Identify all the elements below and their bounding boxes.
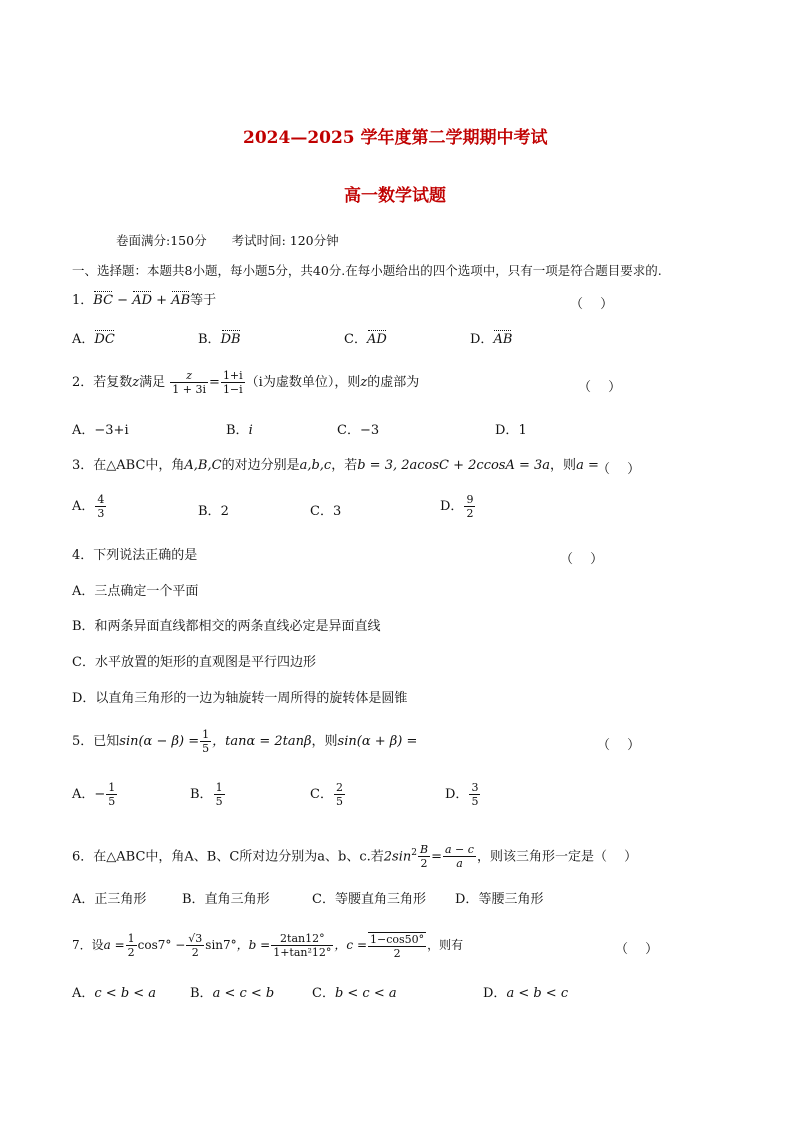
q4-option-b: B．和两条异面直线都相交的两条直线必定是异面直线: [72, 619, 381, 634]
q1-prefix: 1．: [72, 293, 94, 308]
q5-answer-blank: （ ）: [597, 738, 641, 753]
q7-answer-blank: （ ）: [615, 942, 659, 957]
vector-bc: BC: [93, 293, 114, 308]
q2-fraction-1: $\frac{z}{1 + 3i}$: [172, 369, 207, 396]
q6-option-b: B．直角三角形: [182, 892, 270, 907]
q6-option-c: C．等腰直角三角形: [312, 892, 426, 907]
q7-option-d: D．a < b < c: [483, 986, 569, 1001]
q7-option-b: B．a < c < b: [190, 986, 275, 1001]
q3-option-a: A． $\frac{4}{3}$: [72, 493, 105, 520]
q2-fraction-2: $\frac{1+i}{1-i}$: [222, 369, 243, 396]
vector-ad: AD: [132, 293, 153, 308]
exam-subtitle: 高一数学试题: [344, 186, 446, 206]
q5-option-d: D． $\frac{3}{5}$: [445, 781, 479, 808]
q4-answer-blank: （ ）: [560, 552, 604, 567]
q1-option-b: B．DB: [198, 332, 241, 347]
exam-info: 卷面满分:150分 考试时间: 120分钟: [116, 233, 339, 248]
q2-suffix: 的虚部为: [367, 375, 420, 390]
q2-prefix: 2．若复数: [72, 375, 133, 390]
q5-option-c: C． $\frac{2}{5}$: [310, 781, 343, 808]
question-6: 6．在△ABC中，角A、B、C所对边分别为a、b、c.若$2\sin^2$ $\frac{B}{2}$ = $\frac{a - c}{a}$ ，则该三角形一定是（ ）: [72, 843, 638, 871]
q1-option-b-value: DB: [220, 332, 241, 347]
q2-z-2: z: [360, 375, 368, 390]
q2-option-a: A．−3+i: [72, 423, 129, 438]
q4-option-c: C．水平放置的矩形的直观图是平行四边形: [72, 655, 316, 670]
q1-answer-blank: （ ）: [570, 297, 614, 312]
q1-suffix: 等于: [190, 293, 217, 308]
question-4: 4．下列说法正确的是: [72, 548, 198, 563]
question-3: 3．在△ABC中，角A,B,C的对边分别是a,b,c，若b = 3, 2acosC + 2ccosA = 3a，则a =: [72, 458, 599, 473]
q2-answer-blank: （ ）: [578, 380, 622, 395]
question-5: 5．已知sin(α − β) = $\frac{1}{5}$ ，tanα = 2tanβ，则sin(α + β) =: [72, 728, 418, 755]
q4-option-a: A．三点确定一个平面: [72, 584, 199, 599]
q7-option-a: A．c < b < a: [72, 986, 157, 1001]
question-1: 1．BC − AD + AB等于: [72, 293, 217, 308]
q3-option-b: B．2: [198, 504, 229, 519]
q3-option-c: C．3: [310, 504, 342, 519]
q2-option-d: D．1: [495, 423, 527, 438]
q6-option-d: D．等腰三角形: [455, 892, 544, 907]
question-2: 2．若复数z满足 $\frac{z}{1 + 3i}$ = $\frac{1+i}{1-i}$ （i为虚数单位），则z的虚部为: [72, 369, 420, 396]
q5-option-b: B． $\frac{1}{5}$: [190, 781, 223, 808]
vector-ab: AB: [171, 293, 191, 308]
question-7: 7．设a = $\frac{1}{2}$ cos7° − $\frac{√3}{2}$ sin7°，b = $\frac{2\tan 12^\circ}{\text{1+tan²12°}}$ ，c = $\frac{1-\cos 50^\circ}{2}$ ，则有: [72, 932, 464, 960]
q3-option-d: D． $\frac{9}{2}$: [440, 493, 474, 520]
q6-option-a: A．正三角形: [72, 892, 147, 907]
q2-option-b: B．i: [226, 423, 253, 438]
q2-option-c: C．−3: [337, 423, 380, 438]
q2-note: （i为虚数单位），则: [245, 375, 361, 390]
q4-option-d: D．以直角三角形的一边为轴旋转一周所得的旋转体是圆锥: [72, 691, 408, 706]
q1-option-c: C．AD: [344, 332, 387, 347]
q5-option-a: A．− $\frac{1}{5}$: [72, 781, 116, 808]
q1-option-c-value: AD: [366, 332, 387, 347]
q1-option-d: D．AB: [470, 332, 513, 347]
section-heading: 一、选择题：本题共8小题，每小题5分，共40分.在每小题给出的四个选项中，只有一项是符合题目要求的.: [72, 263, 662, 278]
q3-answer-blank: （ ）: [597, 462, 641, 477]
q2-z: z: [132, 375, 140, 390]
exam-title: 2024—2025 学年度第二学期期中考试: [243, 128, 548, 148]
q1-option-d-value: AB: [493, 332, 513, 347]
q1-option-a: A．DC: [72, 332, 115, 347]
q7-option-c: C．b < c < a: [312, 986, 397, 1001]
q2-mid: 满足: [139, 375, 166, 390]
q1-option-a-value: DC: [94, 332, 115, 347]
